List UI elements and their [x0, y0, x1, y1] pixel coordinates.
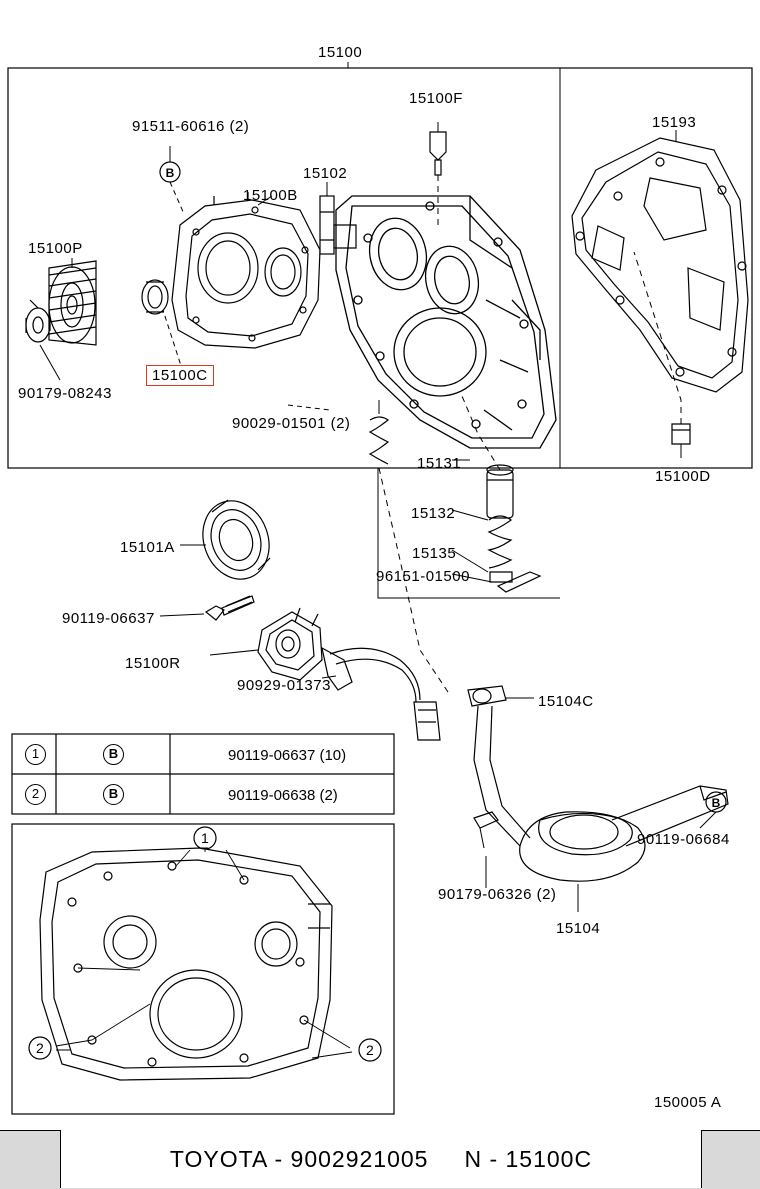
part-label-15100R: 15100R — [125, 655, 181, 672]
part-label-90119-06637: 90119-06637 — [62, 610, 155, 627]
diagram-code: 150005 A — [654, 1094, 722, 1111]
part-label-90179-08243: 90179-08243 — [18, 385, 112, 402]
legend-row-1-number — [25, 744, 46, 765]
part-label-15102: 15102 — [303, 165, 348, 182]
part-label-15100B: 15100B — [243, 187, 298, 204]
legend-row-2-number — [25, 784, 46, 805]
legend-row-1-bolt — [103, 744, 124, 765]
footer-part-number: 9002921005 — [290, 1145, 429, 1172]
part-label-15100D: 15100D — [655, 468, 711, 485]
part-label-96151-01500: 96151-01500 — [376, 568, 470, 585]
part-label-15193: 15193 — [652, 114, 697, 131]
footer-reference: N - 15100C — [464, 1145, 593, 1172]
legend-row-1-part: 90119-06637 (10) — [228, 747, 347, 764]
footer-brand: TOYOTA — [169, 1145, 268, 1172]
part-label-15100P: 15100P — [28, 240, 83, 257]
part-label-15100C-highlighted: 15100C — [146, 365, 214, 386]
part-label-15100F: 15100F — [409, 90, 463, 107]
callout-circle-1: 1 — [25, 744, 46, 765]
callout-circle-2: 2 — [25, 784, 46, 805]
part-label-15132: 15132 — [411, 505, 456, 522]
part-label-15100: 15100 — [318, 44, 363, 61]
legend-row-2-part: 90119-06638 (2) — [228, 787, 338, 804]
svg-text:B: B — [711, 796, 721, 810]
detail-callout-1: 1 — [201, 830, 210, 846]
part-label-15101A: 15101A — [120, 539, 175, 556]
detail-callout-2-right: 2 — [366, 1042, 375, 1058]
main-group-frame — [8, 68, 752, 468]
svg-text:B: B — [165, 166, 175, 180]
bolt-icon: B — [103, 784, 124, 805]
part-label-90179-06326: 90179-06326 (2) — [438, 886, 557, 903]
detail-callout-2-left: 2 — [36, 1040, 45, 1056]
part-label-15131: 15131 — [417, 455, 462, 472]
part-label-90929-01373: 90929-01373 — [237, 677, 331, 694]
footer-content: TOYOTA - 9002921005 N - 15100C — [60, 1130, 702, 1188]
part-label-90119-06684: 90119-06684 — [637, 831, 730, 848]
part-label-15135: 15135 — [412, 545, 457, 562]
part-label-15104: 15104 — [556, 920, 601, 937]
legend-row-2-bolt — [103, 784, 124, 805]
part-label-91511-60616: 91511-60616 (2) — [132, 118, 250, 135]
part-label-90029-01501: 90029-01501 (2) — [232, 415, 351, 432]
part-label-15104C: 15104C — [538, 693, 594, 710]
bolt-icon: B — [103, 744, 124, 765]
